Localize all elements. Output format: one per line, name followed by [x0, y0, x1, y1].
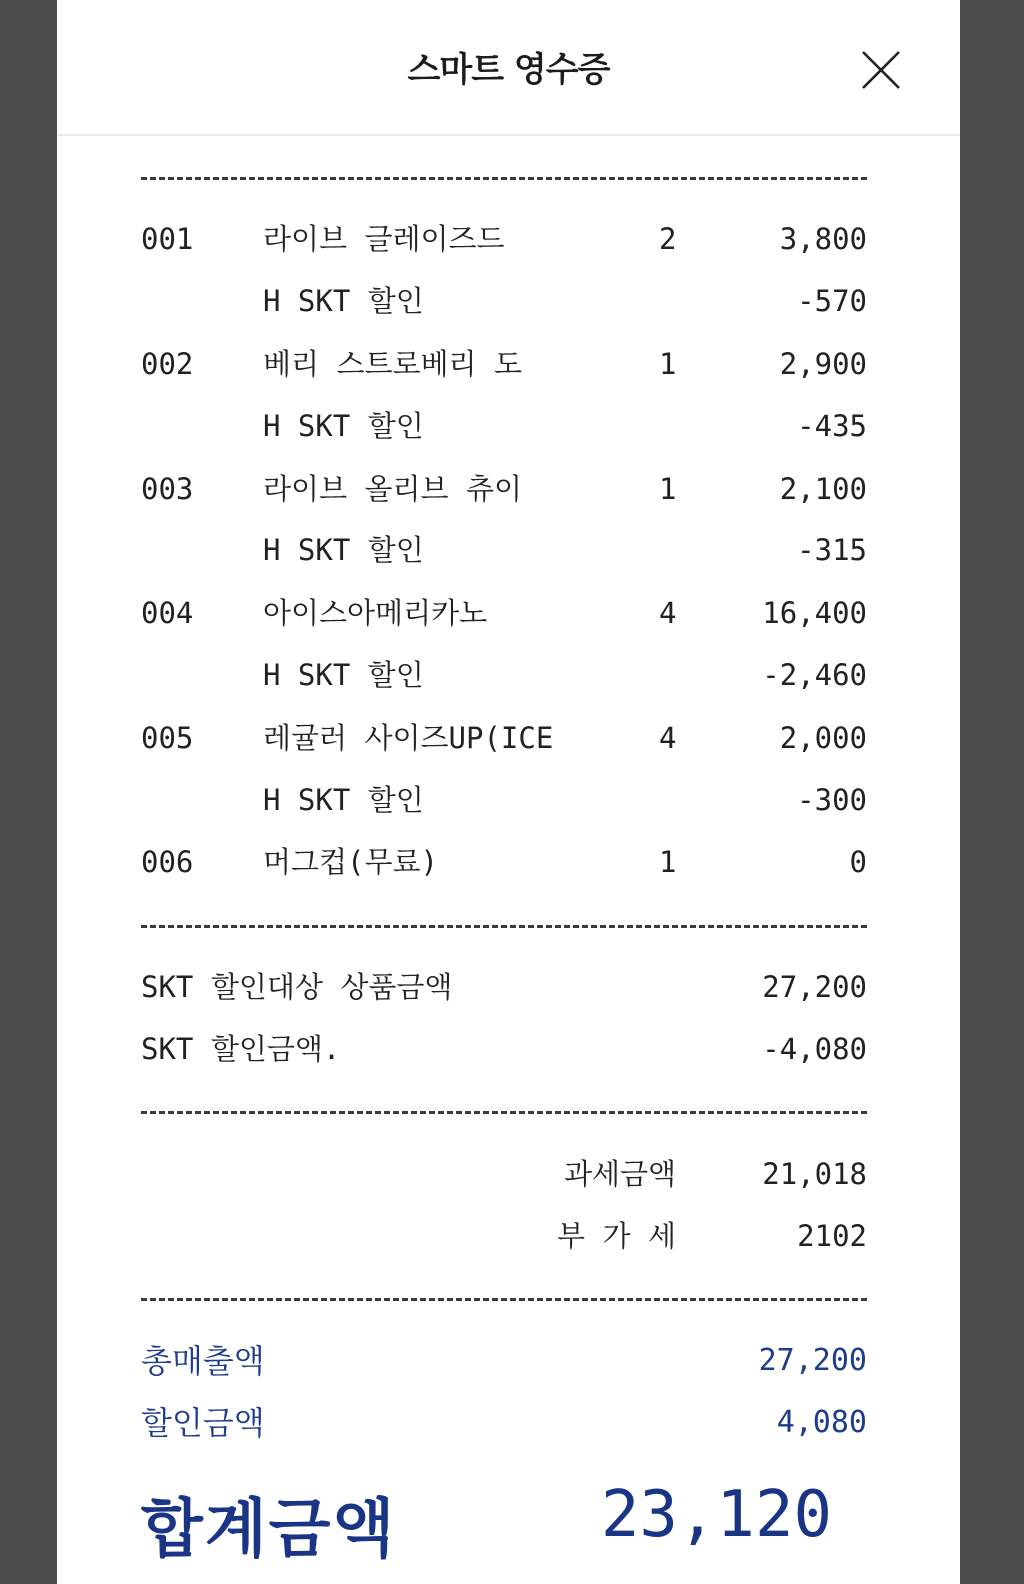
item-name: 라이브 글레이즈드 [263, 222, 505, 256]
item-number: 004 [141, 596, 194, 630]
discount-amount: -435 [797, 409, 867, 443]
item-name: 레귤러 사이즈UP(ICE [263, 721, 554, 755]
vat-row [57, 1216, 960, 1256]
item-quantity: 4 [659, 721, 677, 755]
receipt-modal [57, 0, 960, 1584]
item-number: 006 [141, 845, 194, 879]
item-row [57, 469, 960, 509]
discount-amount: -300 [797, 783, 867, 817]
discount-amount: -2,460 [762, 658, 867, 692]
item-amount: 2,000 [779, 721, 867, 755]
item-quantity: 1 [659, 472, 677, 506]
item-number: 001 [141, 222, 194, 256]
dashed-divider [141, 1111, 867, 1114]
item-amount: 3,800 [779, 222, 867, 256]
item-name: 머그컵(무료) [263, 845, 438, 879]
item-quantity: 2 [659, 222, 677, 256]
discount-target-label: SKT 할인대상 상품금액 [141, 970, 453, 1004]
discount-target-row [57, 967, 960, 1007]
item-discount-row [57, 780, 960, 820]
item-row [57, 219, 960, 259]
total-discount-value: 4,080 [776, 1405, 867, 1440]
discount-label: H SKT 할인 [263, 409, 424, 443]
item-name: 라이브 올리브 츄이 [263, 472, 523, 506]
taxable-value: 21,018 [762, 1157, 867, 1191]
item-row [57, 842, 960, 882]
vat-value: 2102 [797, 1219, 867, 1253]
modal-header [57, 0, 960, 136]
gross-sales-value: 27,200 [758, 1343, 867, 1378]
dashed-divider [141, 925, 867, 928]
total-discount-row [57, 1403, 960, 1443]
discount-amount: -570 [797, 284, 867, 318]
item-row [57, 593, 960, 633]
item-number: 002 [141, 347, 194, 381]
modal-title: 스마트 영수증 [407, 50, 610, 90]
grand-total-label: 합계금액 [141, 1493, 397, 1567]
discount-label: H SKT 할인 [263, 284, 424, 318]
item-discount-row [57, 530, 960, 570]
item-number: 003 [141, 472, 194, 506]
discount-amount-label: SKT 할인금액. [141, 1032, 341, 1066]
item-name: 베리 스트로베리 도 [263, 347, 523, 381]
item-name: 아이스아메리카노 [263, 596, 488, 630]
discount-amount: -315 [797, 533, 867, 567]
grand-total-value: 23,120 [600, 1478, 832, 1552]
item-amount: 2,900 [779, 347, 867, 381]
item-quantity: 4 [659, 596, 677, 630]
total-discount-label: 할인금액 [141, 1404, 265, 1442]
item-row [57, 344, 960, 384]
taxable-label: 과세금액 [563, 1157, 676, 1191]
taxable-row [57, 1154, 960, 1194]
dashed-divider [141, 1298, 867, 1301]
item-row [57, 718, 960, 758]
item-amount: 0 [849, 845, 867, 879]
close-button[interactable] [857, 46, 905, 94]
gross-sales-row [57, 1341, 960, 1381]
discount-label: H SKT 할인 [263, 658, 424, 692]
discount-target-value: 27,200 [762, 970, 867, 1004]
discount-label: H SKT 할인 [263, 533, 424, 567]
discount-amount-row [57, 1029, 960, 1069]
item-discount-row [57, 406, 960, 446]
discount-label: H SKT 할인 [263, 783, 424, 817]
vat-label: 부 가 세 [557, 1219, 676, 1253]
gross-sales-label: 총매출액 [141, 1342, 265, 1380]
item-discount-row [57, 655, 960, 695]
item-number: 005 [141, 721, 194, 755]
discount-amount-value: -4,080 [762, 1032, 867, 1066]
item-discount-row [57, 281, 960, 321]
item-quantity: 1 [659, 347, 677, 381]
item-amount: 16,400 [762, 596, 867, 630]
close-icon[interactable] [857, 46, 905, 94]
dashed-divider [141, 177, 867, 180]
item-quantity: 1 [659, 845, 677, 879]
item-amount: 2,100 [779, 472, 867, 506]
